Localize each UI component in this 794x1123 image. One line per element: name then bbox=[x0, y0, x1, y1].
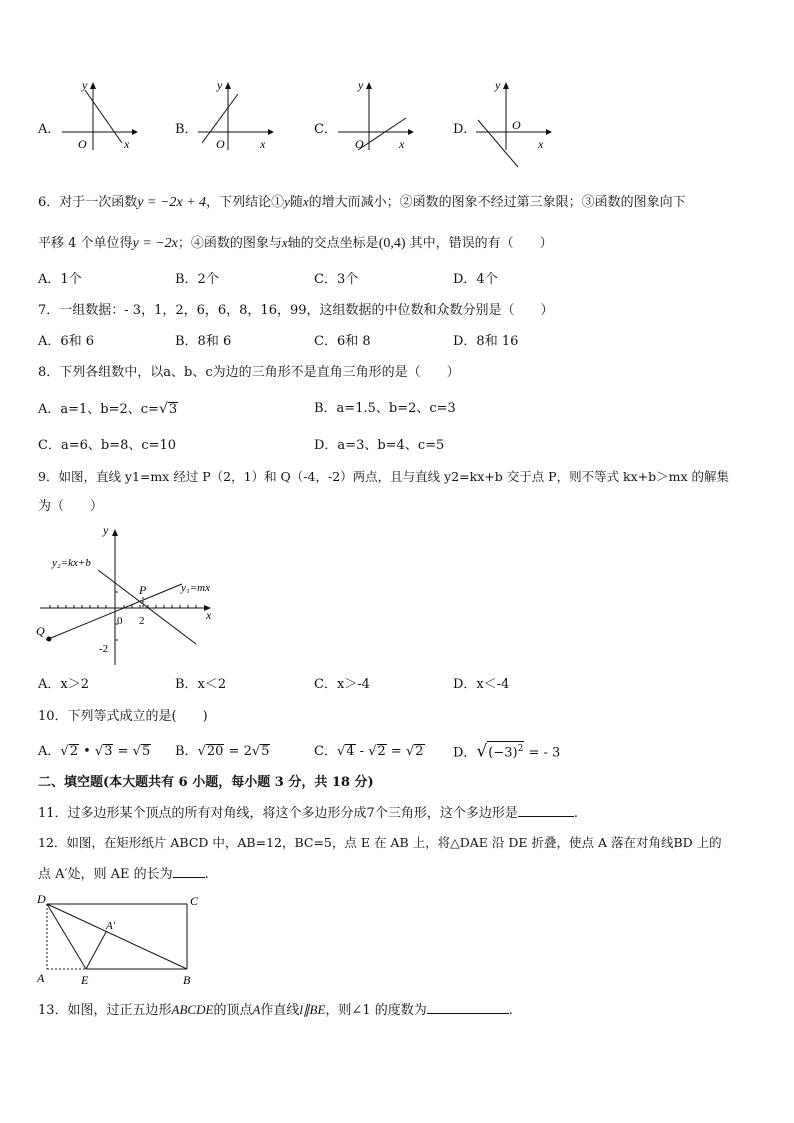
q8-option-b: B．a=1.5、b=2、c=3 bbox=[314, 401, 456, 416]
q9-option-c: C．x＞-4 bbox=[314, 677, 370, 692]
q9-stem-line2: 为（ ） bbox=[38, 499, 104, 514]
q12-answer-blank bbox=[173, 864, 205, 878]
q10-option-c: C．√4 - √2 = √2 bbox=[314, 744, 424, 759]
q6-function: y = −2x + 4 bbox=[137, 195, 207, 210]
point-a-prime-label: A′ bbox=[106, 920, 116, 932]
q6-option-b: B．2个 bbox=[175, 272, 219, 287]
q8-stem: 8．下列各组数中，以a、b、c为边的三角形不是直角三角形的是（ ） bbox=[38, 365, 460, 380]
vertex-d-label: D bbox=[37, 892, 46, 906]
y-neg2-label: -2 bbox=[99, 643, 109, 655]
axis-x-label: x bbox=[538, 137, 544, 151]
axis-x-label: x bbox=[399, 137, 405, 151]
q9-option-a: A．x＞2 bbox=[38, 677, 89, 692]
option-c-graph bbox=[336, 80, 416, 155]
option-b-graph bbox=[196, 80, 276, 155]
axis-x-label: x bbox=[260, 137, 266, 151]
q7-stem: 7．一组数据：- 3，1，2，6，6，8，16，99，这组数据的中位数和众数分别是（ ） bbox=[38, 303, 554, 318]
q10-option-a: A．√2 • √3 = √5 bbox=[38, 744, 151, 759]
option-a-graph bbox=[60, 80, 140, 155]
q6-option-c: C．3个 bbox=[314, 272, 359, 287]
line-y2-label: y₂=kx+b bbox=[52, 557, 91, 569]
q11-stem: 11．过多边形某个顶点的所有对角线，将这个多边形分成7个三角形，这个多边形是 . bbox=[38, 803, 578, 823]
origin-label: O bbox=[512, 118, 521, 132]
origin-label: O bbox=[216, 137, 225, 151]
q7-option-a: A．6和 6 bbox=[38, 334, 95, 349]
q8-option-c: C．a=6、b=8、c=10 bbox=[38, 438, 177, 453]
vertex-a-label: A bbox=[37, 971, 45, 985]
q10-option-b: B．√20 = 2√5 bbox=[175, 744, 270, 759]
section-2-title: 二、填空题(本大题共有 6 小题，每小题 3 分，共 18 分) bbox=[38, 775, 374, 790]
q9-option-d: D．x＜-4 bbox=[453, 677, 510, 692]
q11-answer-blank bbox=[518, 803, 574, 817]
axis-y-label: y bbox=[103, 523, 109, 537]
origin-label: O bbox=[78, 137, 87, 151]
q6-option-a: A．1个 bbox=[38, 272, 82, 287]
q13-stem: 13．如图，过正五边形ABCDE的顶点A作直线l∥BE，则∠1 的度数为 . bbox=[38, 1002, 513, 1018]
axis-x-label: x bbox=[206, 608, 212, 622]
line-y1-label: y₁=mx bbox=[181, 582, 210, 594]
q6-line1: 6．对于一次函数y = −2x + 4，下列结论①y随x的增大而减小；②函数的图象不经过第三象限；③函数的图象向下 bbox=[38, 194, 686, 210]
x-two-label: 2 bbox=[139, 615, 145, 627]
q13-answer-blank bbox=[427, 1000, 509, 1014]
axis-y-label: y bbox=[82, 78, 88, 92]
point-e-label: E bbox=[81, 973, 89, 987]
point-q-label: Q bbox=[36, 624, 45, 638]
origin-label: O bbox=[355, 137, 364, 151]
q12-stem-line1: 12．如图，在矩形纸片 ABCD 中，AB=12，BC=5，点 E 在 AB 上，将△DAE 沿 DE 折叠，使点 A 落在对角线BD 上的 bbox=[38, 835, 722, 850]
option-c-label: C． bbox=[314, 122, 337, 137]
axis-x-label: x bbox=[124, 137, 130, 151]
q6-function-shifted: y = −2x bbox=[132, 236, 178, 251]
option-d-graph bbox=[474, 80, 554, 155]
q9-option-b: B．x＜2 bbox=[175, 677, 227, 692]
option-a-label: A． bbox=[38, 122, 61, 137]
vertex-c-label: C bbox=[190, 894, 199, 908]
q9-stem-line1: 9．如图，直线 y1=mx 经过 P（2，1）和 Q（-4，-2）两点，且与直线 y2=kx+b 交于点 P，则不等式 kx+b＞mx 的解集 bbox=[38, 469, 730, 484]
q8-option-d: D．a=3、b=4、c=5 bbox=[314, 438, 445, 453]
q8-option-a: A．a=1、b=2、c=√3 bbox=[38, 401, 178, 417]
q6-line2: 平移 4 个单位得y = −2x；④函数的图象与x轴的交点坐标是(0,4) 其中，错误的有（ ） bbox=[38, 235, 553, 251]
vertex-b-label: B bbox=[183, 973, 191, 987]
option-d-label: D． bbox=[453, 122, 477, 137]
q7-option-d: D．8和 16 bbox=[453, 334, 519, 349]
q12-stem-line2: 点 A′处，则 AE 的长为 . bbox=[38, 864, 209, 884]
q10-stem: 10．下列等式成立的是( ) bbox=[38, 709, 208, 724]
option-b-label: B． bbox=[175, 122, 198, 137]
axis-y-label: y bbox=[217, 78, 223, 92]
q6-option-d: D．4个 bbox=[453, 272, 498, 287]
origin-zero-label: 0 bbox=[117, 615, 123, 627]
axis-y-label: y bbox=[358, 78, 364, 92]
q10-option-d: D．$√(-3)^2$ = - 3 bbox=[453, 741, 561, 762]
q7-option-b: B．8和 6 bbox=[175, 334, 232, 349]
point-p-label: P bbox=[139, 583, 147, 597]
q7-option-c: C．6和 8 bbox=[314, 334, 371, 349]
q9-figure bbox=[36, 520, 236, 670]
q12-figure bbox=[34, 892, 214, 987]
axis-y-label: y bbox=[495, 78, 501, 92]
